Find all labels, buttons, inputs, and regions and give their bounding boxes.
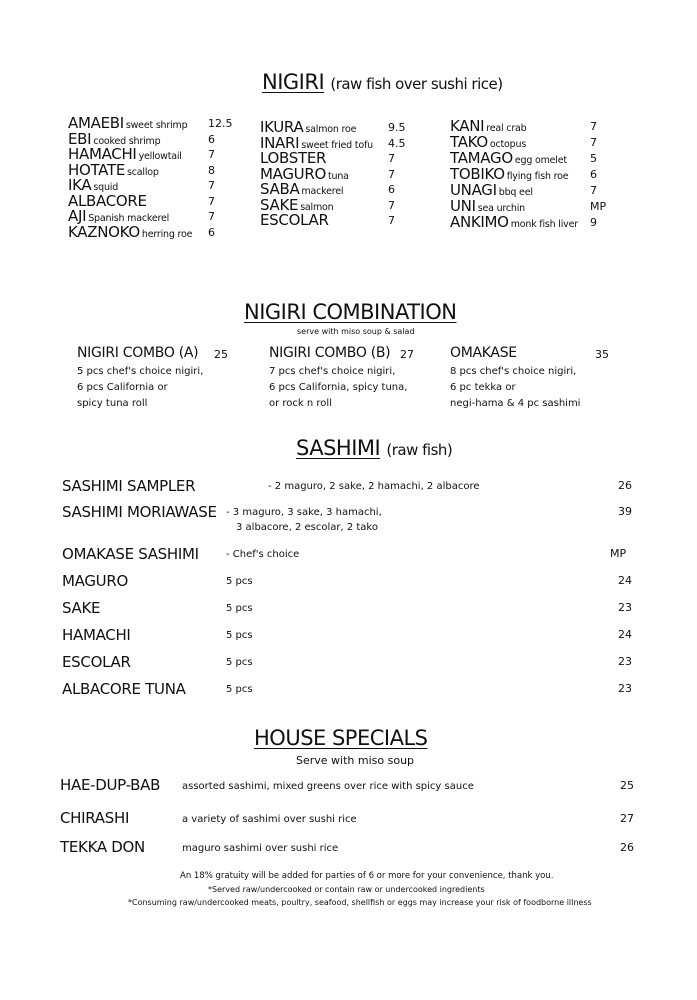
sashimi-item-price: 23 [618,601,632,614]
gratuity-note: An 18% gratuity will be added for parties of 6 or more for your convenience, thank you. [180,871,554,881]
nigiri-item-desc: herring roe [141,228,193,240]
nigiri-item-price: 8 [208,163,215,177]
sashimi-item-desc: 5 pcs [226,657,253,668]
nigiri-item-name: TAMAGO [450,149,513,167]
house-title: HOUSE SPECIALS [254,726,428,750]
nigiri-item-name: MAGURO [260,164,326,183]
nigiri-item-price: 4.5 [388,136,406,150]
nigiri-item-name: AJI [68,207,87,225]
nigiri-title: NIGIRI [262,70,325,94]
nigiri-item-name: ALBACORE [68,191,147,210]
nigiri-item-desc: scallop [127,166,159,178]
nigiri-heading [262,70,503,94]
sashimi-item-desc: 5 pcs [226,630,253,641]
combo-desc-line: 5 pcs chef's choice nigiri, [77,366,204,377]
combo-name: OMAKASE [450,345,517,361]
sashimi-item-price: 39 [618,505,632,518]
combo-name: NIGIRI COMBO (B) [269,345,391,361]
nigiri-item-price: 7 [590,136,597,149]
nigiri-item-name: EBI [68,129,92,148]
sashimi-item-price: 23 [618,682,632,695]
combo-desc-line: 8 pcs chef's choice nigiri, [450,366,577,377]
sashimi-item-price: 23 [618,655,632,668]
nigiri-item-name: SABA [260,180,300,198]
combo-desc-line: 6 pc tekka or [450,382,516,393]
nigiri-item-name: HOTATE [68,160,126,179]
sashimi-item-desc: - Chef's choice [226,549,300,560]
sashimi-title: SASHIMI [296,436,381,460]
house-item-desc: maguro sashimi over sushi rice [182,843,339,854]
nigiri-item-name: TAKO [450,133,488,151]
combo-price: 27 [400,348,414,361]
sashimi-item-name: HAMACHI [62,626,131,644]
sashimi-item-price: 24 [618,574,632,587]
raw-note: *Served raw/undercooked or contain raw or undercooked ingredients [208,885,485,894]
nigiri-item-desc: sea urchin [477,203,525,214]
nigiri-item-name: UNAGI [450,181,497,199]
nigiri-item-price: 7 [388,214,395,227]
consumption-warning: *Consuming raw/undercooked meats, poultry, seafood, shellfish or eggs may increase your risk of foodborne illness [128,898,592,907]
nigiri-item-desc: Spanish mackerel [88,213,170,224]
nigiri-item-price: 7 [208,179,215,192]
nigiri-item-name: TOBIKO [450,165,505,183]
nigiri-item-name: ESCOLAR [260,211,329,229]
nigiri-item-price: 6 [388,183,395,196]
combo-desc-line: 7 pcs chef's choice nigiri, [269,366,396,377]
sashimi-item-name: ESCOLAR [62,653,131,671]
nigiri-item-name: ANKIMO [450,213,509,231]
combination-subtitle: serve with miso soup & salad [297,327,415,336]
sashimi-item-name: MAGURO [62,572,128,590]
combo-desc-line: negi-hama & 4 pc sashimi [450,398,581,409]
nigiri-item-name: UNI [450,197,476,215]
house-item-desc: assorted sashimi, mixed greens over rice with spicy sauce [182,781,474,792]
nigiri-item-price: 7 [208,148,215,161]
sashimi-item-name: SAKE [62,599,101,617]
house-item-name: CHIRASHI [60,809,130,827]
nigiri-item-price: 6 [590,168,597,181]
sashimi-item-desc: 5 pcs [226,576,253,587]
house-item-price: 25 [620,779,634,792]
nigiri-item-price: 9 [590,216,597,229]
nigiri-item-name: IKURA [260,118,304,136]
nigiri-item-name: KANI [450,117,485,135]
sashimi-item-desc: - 2 maguro, 2 sake, 2 hamachi, 2 albacore [268,481,480,492]
house-item-desc: a variety of sashimi over sushi rice [182,814,357,825]
house-heading [254,726,427,750]
nigiri-item-desc: sweet fried tofu [301,139,373,151]
nigiri-item-desc: flying fish roe [506,171,569,182]
nigiri-item-desc: tuna [327,170,349,182]
nigiri-item-price: 7 [388,167,395,181]
sashimi-item-name: OMAKASE SASHIMI [62,545,199,563]
sashimi-item-price: MP [610,547,627,560]
nigiri-item-price: 7 [388,152,395,165]
nigiri-subtitle: (raw fish over sushi rice) [330,75,503,93]
nigiri-item-price: MP [590,200,607,213]
nigiri-item-price: 9.5 [388,121,406,134]
combo-desc-line: or rock n roll [269,398,332,409]
nigiri-item-name: IKA [68,176,92,194]
house-item-price: 27 [620,812,634,825]
nigiri-item-price: 7 [590,120,597,133]
nigiri-item-price: 6 [208,132,215,146]
nigiri-item-desc: bbq eel [498,187,533,198]
house-subtitle: Serve with miso soup [296,754,415,767]
nigiri-item-price: 7 [208,210,215,223]
nigiri-item-desc: sweet shrimp [125,120,188,131]
sashimi-heading [296,436,452,460]
combo-desc-line: spicy tuna roll [77,398,148,409]
nigiri-item-name: AMAEBI [68,114,124,132]
nigiri-item-desc: real crab [486,123,527,134]
sashimi-item-desc: - 3 maguro, 3 sake, 3 hamachi, [226,507,382,518]
combo-name: NIGIRI COMBO (A) [77,345,199,361]
nigiri-item-price: 6 [208,225,215,239]
nigiri-item-desc: octopus [489,139,527,150]
nigiri-item-price: 7 [388,198,395,212]
combo-desc-line: 6 pcs California, spicy tuna, [269,382,408,393]
nigiri-item [68,224,192,243]
nigiri-item-price: 5 [590,152,597,165]
nigiri-item [260,212,329,229]
nigiri-item [450,214,578,233]
sashimi-item-name: ALBACORE TUNA [62,680,186,698]
nigiri-item-name: KAZNOKO [68,222,140,241]
nigiri-item-desc: cooked shrimp [93,135,161,147]
nigiri-item-desc: monk fish liver [510,219,578,230]
sashimi-item-name: SASHIMI MORIAWASE [62,503,217,521]
house-item-price: 26 [620,841,634,854]
nigiri-item-desc: egg omelet [514,155,567,166]
sashimi-subtitle: (raw fish) [386,441,453,459]
sashimi-item-name: SASHIMI SAMPLER [62,477,196,495]
nigiri-item-desc: salmon roe [305,124,357,135]
nigiri-item-price: 7 [590,184,597,197]
nigiri-item-name: LOBSTER [260,149,327,167]
sashimi-item-desc: 5 pcs [226,684,253,695]
combination-heading [244,300,456,324]
sashimi-item-desc: 5 pcs [226,603,253,614]
nigiri-item-desc: salmon [300,201,334,213]
sashimi-item-desc-2: 3 albacore, 2 escolar, 2 tako [236,522,378,533]
house-item-name: TEKKA DON [60,838,145,856]
sashimi-item-price: 24 [618,628,632,641]
nigiri-item-desc: squid [93,182,119,193]
nigiri-item-price: 7 [208,194,215,208]
combo-desc-line: 6 pcs California or [77,382,168,393]
combo-price: 25 [214,348,228,361]
house-item-name: HAE-DUP-BAB [60,776,161,794]
nigiri-item-price: 12.5 [208,117,233,130]
nigiri-item-desc: yellowtail [138,151,182,162]
nigiri-item-name: SAKE [260,195,299,214]
nigiri-item-name: INARI [260,133,300,152]
sashimi-item-price: 26 [618,479,632,492]
combination-title: NIGIRI COMBINATION [244,300,457,324]
nigiri-item-name: HAMACHI [68,145,137,163]
nigiri-item-desc: mackerel [301,186,344,197]
combo-price: 35 [595,348,609,361]
